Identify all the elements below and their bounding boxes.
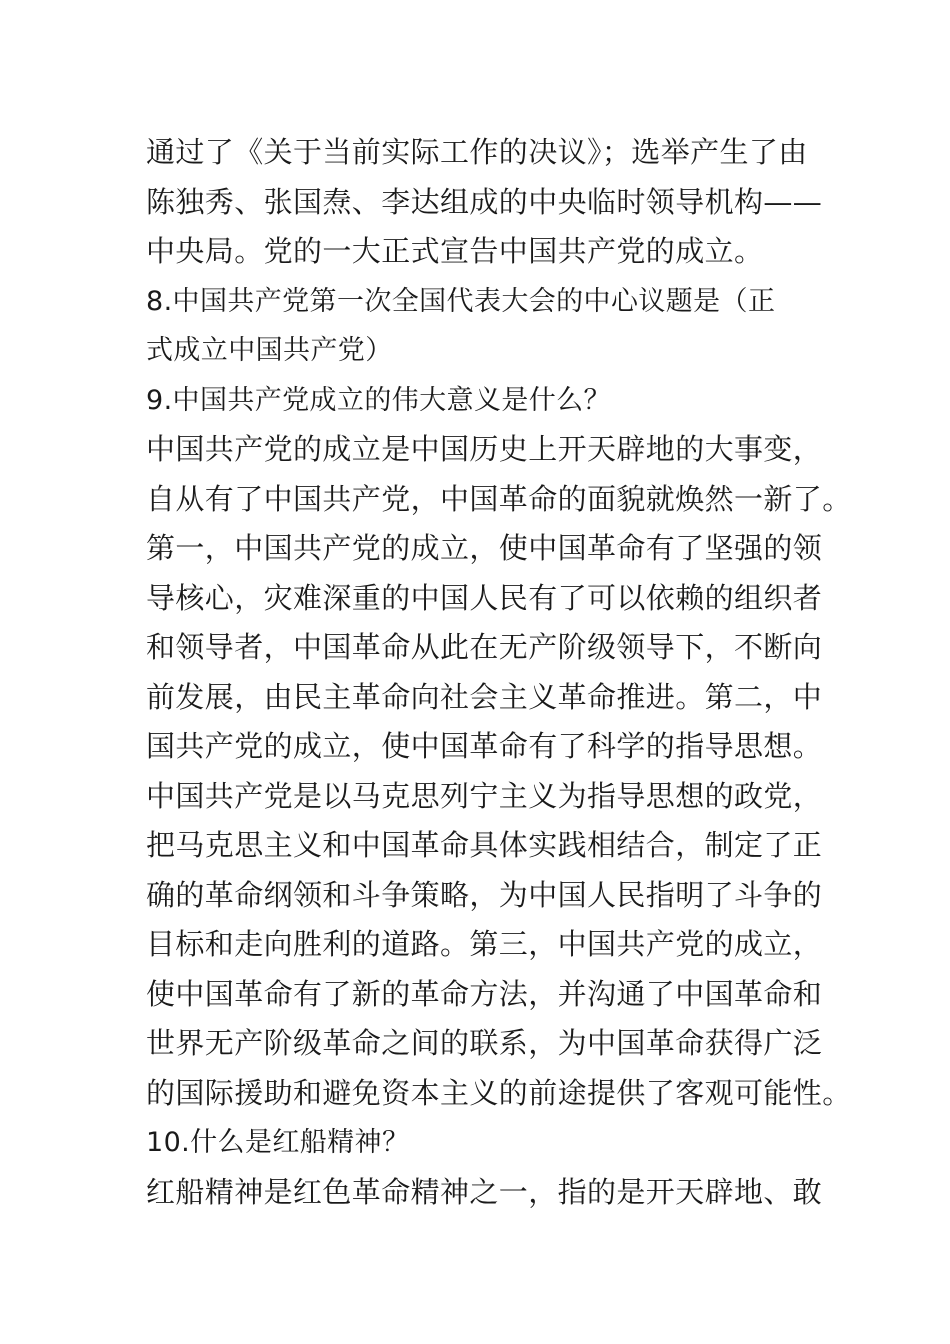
text-line: 和领导者，中国革命从此在无产阶级领导下，不断向 xyxy=(146,630,823,664)
text-line: 国共产党的成立，使中国革命有了科学的指导思想。 xyxy=(146,729,823,763)
text-line: 前发展，由民主革命向社会主义革命推进。第二，中 xyxy=(146,679,823,714)
question-10-line: 10.什么是红船精神？ xyxy=(146,1127,410,1158)
text-line: 自从有了中国共产党，中国革命的面貌就焕然一新了。 xyxy=(146,481,852,516)
text-line: 第一，中国共产党的成立，使中国革命有了坚强的领 xyxy=(146,531,823,565)
text-line: 陈独秀、张国焘、李达组成的中央临时领导机构—— xyxy=(146,184,823,219)
text-line: 中国共产党的成立是中国历史上开天辟地的大事变， xyxy=(146,432,823,466)
text-line: 红船精神是红色革命精神之一，指的是开天辟地、敢 xyxy=(146,1174,823,1209)
text-line: 的国际援助和避免资本主义的前途提供了客观可能性。 xyxy=(146,1075,852,1110)
question-8-line: 8.中国共产党第一次全国代表大会的中心议题是（正 xyxy=(146,285,776,317)
text-line: 中央局。党的一大正式宣告中国共产党的成立。 xyxy=(146,234,764,268)
text-line: 通过了《关于当前实际工作的决议》；选举产生了由 xyxy=(146,135,808,169)
text-line: 使中国革命有了新的革命方法，并沟通了中国革命和 xyxy=(146,976,823,1011)
text-line: 把马克思主义和中国革命具体实践相结合，制定了正 xyxy=(146,828,823,862)
text-line: 中国共产党是以马克思列宁主义为指导思想的政党， xyxy=(146,778,823,813)
text-line: 世界无产阶级革命之间的联系，为中国革命获得广泛 xyxy=(146,1026,823,1060)
question-8-answer-line: 式成立中国共产党） xyxy=(146,335,393,366)
question-9-line: 9.中国共产党成立的伟大意义是什么？ xyxy=(146,384,611,416)
text-line: 确的革命纲领和斗争策略，为中国人民指明了斗争的 xyxy=(146,877,823,912)
document-body xyxy=(146,128,852,1217)
text-line: 目标和走向胜利的道路。第三，中国共产党的成立， xyxy=(146,927,823,961)
text-line: 导核心，灾难深重的中国人民有了可以依赖的组织者 xyxy=(146,580,823,615)
